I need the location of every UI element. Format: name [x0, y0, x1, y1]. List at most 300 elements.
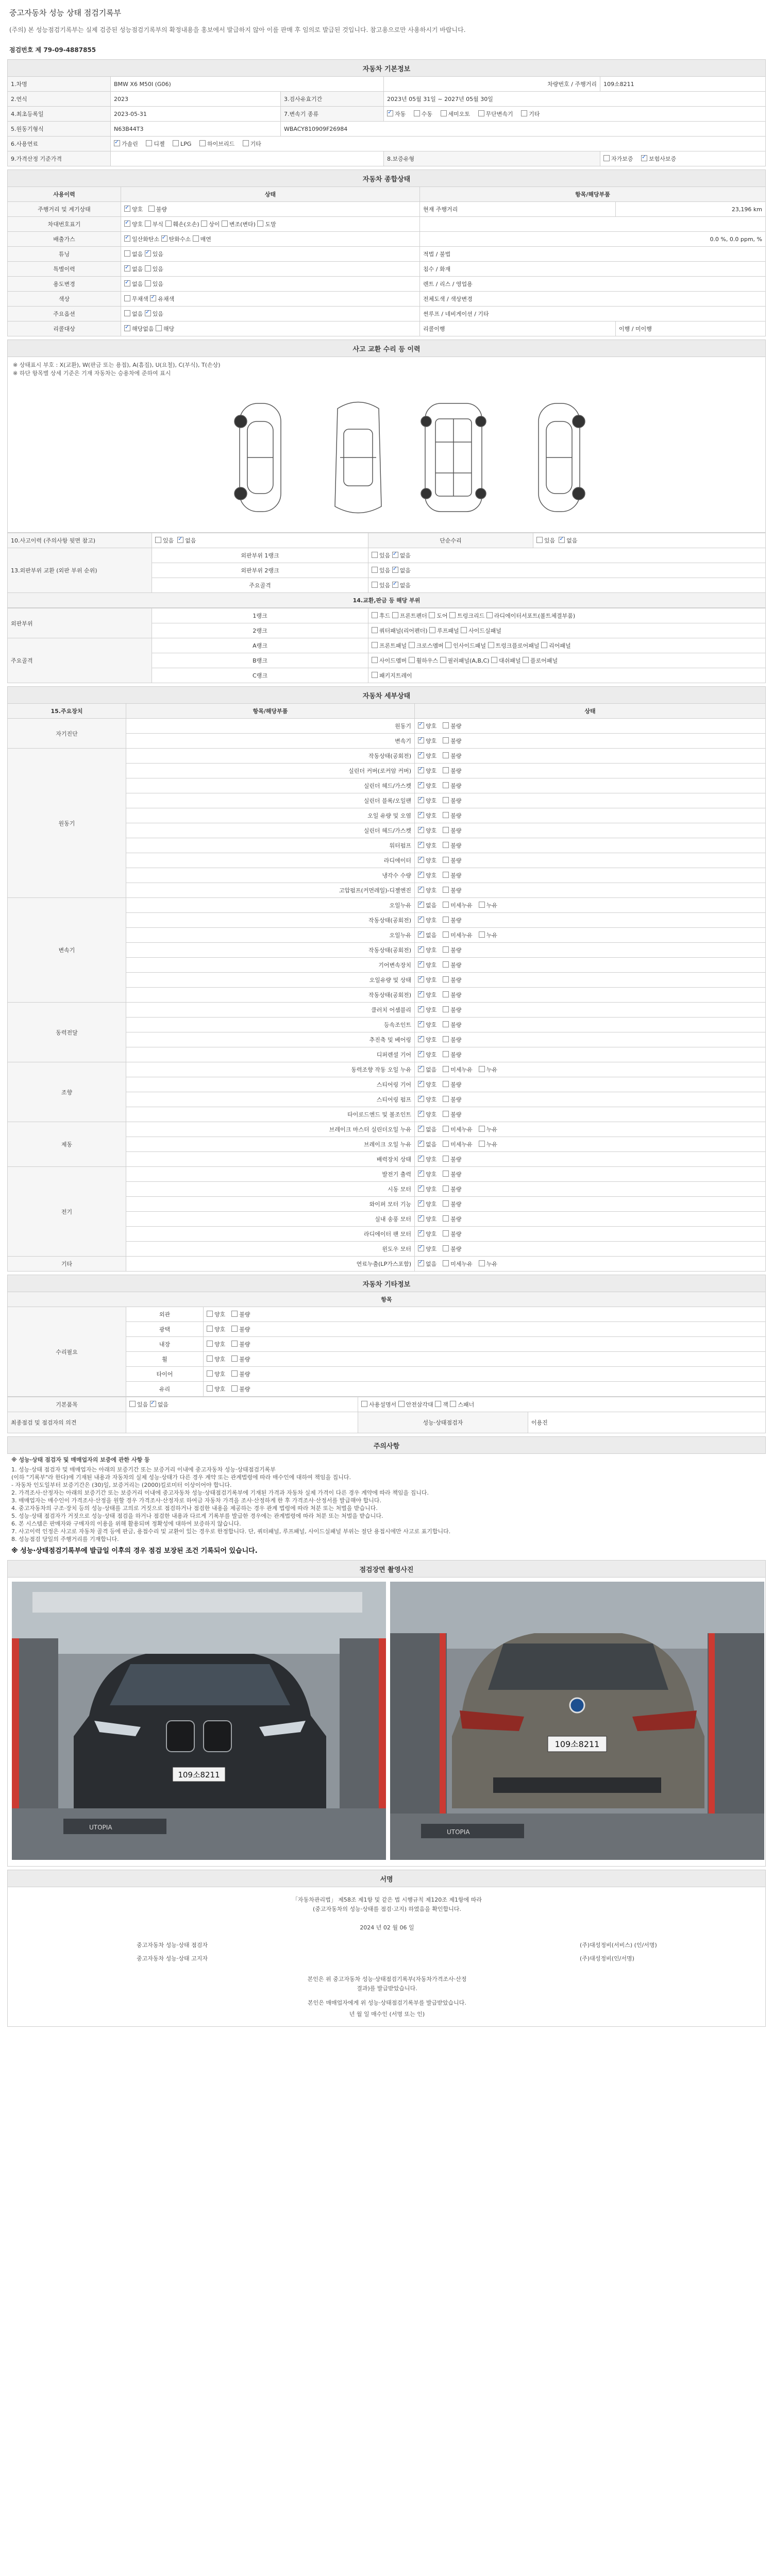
- checkbox-icon: [231, 1385, 238, 1392]
- detail-cell: 현재 주행거리: [420, 202, 616, 217]
- option-label: 양호: [426, 1156, 437, 1163]
- checkbox-icon: [372, 672, 378, 678]
- checkbox-icon: [479, 1141, 485, 1147]
- detail-item-label: 워터펌프: [126, 838, 415, 853]
- option-label: 보험사보증: [649, 156, 677, 162]
- parts-rank: B랭크: [152, 653, 368, 668]
- detail-item-state: [415, 913, 766, 928]
- checkbox-icon: [443, 961, 449, 968]
- checkbox-icon: [124, 280, 130, 286]
- car-name-label: 1.차명: [8, 77, 111, 92]
- checkbox-icon: [443, 1081, 449, 1087]
- price-label: 9.가격산정 기준가격: [8, 151, 111, 166]
- option-label: 해당없음: [132, 326, 154, 332]
- part-label: 트렁크리드: [457, 613, 485, 619]
- detail-item-state: [415, 734, 766, 749]
- detail-cell: [420, 217, 766, 232]
- option-label: 가솔린: [122, 141, 138, 147]
- detail-item-label: 작동상태(공회전): [126, 749, 415, 764]
- part-label: 쿼터패널(리어펜더): [379, 628, 428, 634]
- detail-item-label: 라디에이터 팬 모터: [126, 1227, 415, 1242]
- checkbox-icon: [173, 140, 179, 146]
- detail-item-label: 오일유량 및 상태: [126, 973, 415, 988]
- checkbox-icon: [207, 1311, 213, 1317]
- recall-value: 이행 / 미이행: [616, 321, 766, 336]
- lift-sign: UTOPIA: [89, 1824, 112, 1831]
- car-body-diagram: [224, 393, 595, 522]
- checkbox-icon: [199, 140, 206, 146]
- other-item-state: [204, 1382, 766, 1397]
- checkbox-icon: [443, 902, 449, 908]
- checkbox-icon: [443, 722, 449, 728]
- checkbox-icon: [443, 782, 449, 788]
- option-label: 불량: [450, 768, 462, 774]
- accident-detail-table: [7, 533, 766, 608]
- checkbox-icon: [231, 1311, 238, 1317]
- detail-item-label: 실린더 커버(로커암 커버): [126, 764, 415, 778]
- license-plate: 109소8211: [554, 1739, 600, 1749]
- state-cell: [121, 321, 420, 336]
- option-label: 무채색: [132, 296, 148, 302]
- checkbox-icon: [445, 642, 451, 648]
- transmission-options: [384, 107, 766, 122]
- checkbox-icon: [161, 235, 167, 242]
- option-label: 없음: [426, 1261, 437, 1267]
- option-label: 양호: [214, 1311, 226, 1318]
- checkbox-icon: [418, 812, 424, 818]
- overall-status-header: 자동차 종합상태: [8, 170, 766, 187]
- option-label: 무단변속기: [485, 111, 513, 117]
- detail-item-label: 윈도우 모터: [126, 1242, 415, 1257]
- checkbox-icon: [124, 221, 130, 227]
- inspection-number-value: 79-09-4887855: [43, 46, 96, 54]
- option-label: 미세누유: [450, 1141, 473, 1148]
- option-label: 양호: [426, 1186, 437, 1193]
- checkbox-icon: [486, 612, 493, 618]
- parts-rank: 2랭크: [152, 623, 368, 638]
- checkbox-icon: [148, 206, 155, 212]
- state-cell: [121, 277, 420, 292]
- option-label: 누유: [486, 902, 498, 909]
- option-label: 양호: [426, 977, 437, 984]
- detail-item-state: [415, 1182, 766, 1197]
- detail-item-state: [415, 1003, 766, 1018]
- option-label: 훼손(오손): [173, 221, 199, 228]
- transmission-label: 7.변속기 종류: [281, 107, 384, 122]
- option-label: 양호: [426, 1246, 437, 1252]
- checkbox-icon: [479, 1260, 485, 1266]
- receipt-line: 본인은 위 중고자동차 성능·상태점검기록부(자동차가격조사·산정: [307, 1976, 467, 1982]
- option-label: 없음: [185, 537, 196, 544]
- signature-date: 2024 년 02 월 06 일: [360, 1924, 414, 1931]
- option-label: 안전삼각대: [406, 1401, 433, 1408]
- other-info-table: [7, 1275, 766, 1397]
- accident-label: 10.사고이력 (주의사항 뒷면 참고): [8, 533, 152, 548]
- checkbox-icon: [156, 325, 162, 331]
- checkbox-icon: [222, 221, 228, 227]
- option-label: LPG: [180, 141, 192, 147]
- inspector-sign-value: (주)대성정비(서비스) (인/서명): [580, 1942, 657, 1948]
- row-label: 용도변경: [8, 277, 121, 292]
- option-label: 미세누유: [450, 1126, 473, 1133]
- detail-item-state: [415, 1047, 766, 1062]
- checkbox-icon: [418, 842, 424, 848]
- option-label: 양호: [426, 947, 437, 954]
- year-label: 2.연식: [8, 92, 111, 107]
- option-label: 누유: [486, 1141, 498, 1148]
- option-label: 불량: [450, 1171, 462, 1178]
- checkbox-icon: [479, 902, 485, 908]
- notice-line: 5. 성능·상태 점검자가 거짓으로 성능·상태 점검을 하거나 점검한 내용과 다르게 기록부를 발급한 경우에는 관계법령에 따라 처분 또는 처벌을 받습니다.: [11, 1513, 383, 1519]
- parts-list: [368, 653, 766, 668]
- checkbox-icon: [418, 1036, 424, 1042]
- other-item-state: [204, 1337, 766, 1352]
- inspection-number-label: 점검번호 제: [9, 46, 44, 54]
- detail-item-state: [415, 1242, 766, 1257]
- checkbox-icon: [443, 737, 449, 743]
- state-cell: [121, 307, 420, 321]
- checkbox-icon: [418, 917, 424, 923]
- frame-rank-state: [368, 548, 766, 563]
- option-label: 있음: [137, 1401, 148, 1408]
- option-label: 불량: [450, 798, 462, 804]
- option-label: 양호: [426, 1201, 437, 1208]
- checkbox-icon: [443, 1021, 449, 1027]
- checkbox-icon: [443, 887, 449, 893]
- detail-item-state: [415, 988, 766, 1003]
- other-item-state: [204, 1307, 766, 1322]
- part-label: 프론트패널: [379, 642, 407, 649]
- option-label: 매연: [200, 236, 211, 243]
- detail-item-label: 타이로드엔드 및 볼조인트: [126, 1107, 415, 1122]
- state-cell: [121, 232, 420, 247]
- other-col-item: 항목: [8, 1292, 766, 1307]
- row-label: 차대번호표기: [8, 217, 121, 232]
- checkbox-icon: [398, 1401, 405, 1407]
- checkbox-icon: [440, 657, 446, 663]
- simple-repair-options: [533, 533, 766, 548]
- checkbox-icon: [231, 1370, 238, 1377]
- detail-group-label: 자기진단: [8, 719, 126, 749]
- price-value: [111, 151, 384, 166]
- detail-item-state: [415, 943, 766, 958]
- part-label: 인사이드패널: [453, 642, 486, 649]
- detail-item-state: [415, 853, 766, 868]
- diagram-legend: [13, 361, 221, 378]
- detail-item-label: 시동 모터: [126, 1182, 415, 1197]
- option-label: 양호: [426, 753, 437, 759]
- option-label: 없음: [132, 311, 143, 317]
- checkbox-icon: [443, 917, 449, 923]
- checkbox-icon: [418, 1111, 424, 1117]
- checkbox-icon: [145, 221, 151, 227]
- col-item: 항목/해당부품: [126, 704, 415, 719]
- option-label: 누유: [486, 1261, 498, 1267]
- checkbox-icon: [372, 642, 378, 648]
- option-label: 불량: [450, 887, 462, 894]
- checkbox-icon: [418, 1141, 424, 1147]
- part-label: 대쉬패널: [499, 657, 521, 664]
- option-label: 없음: [157, 1401, 169, 1408]
- detail-item-state: [415, 1152, 766, 1167]
- checkbox-icon: [443, 827, 449, 833]
- option-label: 있음: [544, 537, 556, 544]
- option-label: 양호: [426, 738, 437, 744]
- option-label: 양호: [426, 1022, 437, 1028]
- detail-item-state: [415, 958, 766, 973]
- option-label: 상이: [209, 221, 220, 228]
- option-label: 있음: [152, 266, 164, 273]
- detail-item-label: 발전기 출력: [126, 1167, 415, 1182]
- checkbox-icon: [145, 265, 151, 272]
- detail-item-state: [415, 823, 766, 838]
- option-label: 있음: [379, 567, 391, 574]
- option-label: 누유: [486, 1126, 498, 1133]
- checkbox-icon: [443, 1171, 449, 1177]
- notice-line: 3. 매매업자는 매수인이 가격조사·산정을 원할 경우 가격조사·산정자로 하여금 자동차 가격을 조사·산정하게 한 후 가격조사·산정서를 발급해야 합니다.: [11, 1497, 381, 1504]
- option-label: 불량: [450, 1022, 462, 1028]
- detail-item-label: 고압펌프(커먼레일)-디젤엔진: [126, 883, 415, 898]
- option-label: 있음: [163, 537, 174, 544]
- checkbox-icon: [418, 872, 424, 878]
- row-label: 주요옵션: [8, 307, 121, 321]
- legend-line: ※ 하단 항목별 상세 기준은 기재 자동차는 승용차에 준하여 표시: [13, 370, 171, 377]
- checkbox-icon: [129, 1401, 136, 1407]
- checkbox-icon: [523, 657, 529, 663]
- checkbox-icon: [418, 857, 424, 863]
- option-label: 없음: [566, 537, 578, 544]
- part-label: 휠하우스: [416, 657, 439, 664]
- detail-group-label: 기타: [8, 1257, 126, 1272]
- inspection-validity-value: 2023년 05월 31일 ~ 2027년 05월 30일: [384, 92, 766, 107]
- inspector-opinion-value: [126, 1412, 358, 1433]
- checkbox-icon: [441, 110, 447, 116]
- checkbox-icon: [150, 1401, 156, 1407]
- detail-item-state: [415, 808, 766, 823]
- row-label: 튜닝: [8, 247, 121, 262]
- car-top-view-icon: [335, 402, 381, 513]
- option-label: 없음: [426, 1066, 437, 1073]
- option-label: 있음: [152, 281, 164, 287]
- option-label: 누유: [486, 932, 498, 939]
- checkbox-icon: [443, 1200, 449, 1207]
- checkbox-icon: [521, 110, 527, 116]
- receipt-line: 년 월 일 매수인 (서명 또는 인): [349, 2011, 425, 2018]
- part-label: 사이드실패널: [468, 628, 501, 634]
- option-label: 불량: [450, 1231, 462, 1238]
- detail-item-label: 연료누출(LP가스포함): [126, 1257, 415, 1272]
- option-label: 양호: [426, 962, 437, 969]
- state-cell: [121, 292, 420, 307]
- detail-cell: 썬루프 / 네비게이션 / 기타: [420, 307, 766, 321]
- checkbox-icon: [193, 235, 199, 242]
- emission-values: 0.0 %, 0.0 ppm, %: [420, 232, 766, 247]
- option-label: 양호: [214, 1341, 226, 1348]
- frame-label: 13.외판부위 교환 (외판 부위 순위): [8, 548, 152, 593]
- checkbox-icon: [443, 872, 449, 878]
- checkbox-icon: [418, 1096, 424, 1102]
- plate-mileage-label: 차량번호 / 주행거리: [384, 77, 600, 92]
- detail-item-state: [415, 1212, 766, 1227]
- fuel-options: [111, 137, 766, 151]
- checkbox-icon: [443, 1006, 449, 1012]
- notice-line: 2. 가격조사·산정자는 아래의 보증기간 또는 보증거리 이내에 중고자동차 성능·상태점검기록부에 기재된 가격과 자동차 실제 가격이 다른 경우 계약에 따라 책임을 집니다.: [11, 1489, 429, 1496]
- parts-list: [368, 668, 766, 683]
- checkbox-icon: [491, 657, 497, 663]
- parts-list: [368, 638, 766, 653]
- parts-list: [368, 608, 766, 623]
- checkbox-icon: [418, 1185, 424, 1192]
- checkbox-icon: [207, 1385, 213, 1392]
- detail-item-label: 오일 유량 및 오염: [126, 808, 415, 823]
- part-label: 트렁크플로어패널: [495, 642, 540, 649]
- option-label: 자동: [395, 111, 406, 117]
- detail-group-label: 원동기: [8, 749, 126, 898]
- signature-line: 「자동차관리법」 제58조 제1항 및 같은 법 시행규칙 제120조 제1항에 따라: [292, 1896, 482, 1903]
- option-label: 불량: [450, 738, 462, 744]
- detail-item-state: [415, 1122, 766, 1137]
- first-registration-label: 4.최초등록일: [8, 107, 111, 122]
- first-registration-value: 2023-05-31: [111, 107, 281, 122]
- detail-cell: 적법 / 불법: [420, 247, 766, 262]
- mileage-value: 23,196 km: [616, 202, 766, 217]
- option-label: 불량: [450, 1037, 462, 1043]
- detail-item-state: [415, 838, 766, 853]
- option-label: 양호: [426, 842, 437, 849]
- notices-body: [7, 1454, 766, 1557]
- option-label: 양호: [426, 917, 437, 924]
- detail-item-state: [415, 764, 766, 778]
- notice-line: 6. 본 시스템은 판매자와 구매자의 이용을 위해 활용되며 정확성에 대하여 보증하지 않습니다.: [11, 1520, 241, 1527]
- detail-item-label: 오일누유: [126, 928, 415, 943]
- option-label: 불량: [450, 1007, 462, 1013]
- option-label: 양호: [426, 827, 437, 834]
- option-label: 양호: [426, 887, 437, 894]
- detail-item-state: [415, 1107, 766, 1122]
- car-name-value: BMW X6 M50I (G06): [111, 77, 384, 92]
- detail-item-label: 기어변속장치: [126, 958, 415, 973]
- detail-group-label: 조향: [8, 1062, 126, 1122]
- checkbox-icon: [443, 1111, 449, 1117]
- checkbox-icon: [418, 976, 424, 982]
- checkbox-icon: [418, 752, 424, 758]
- checkbox-icon: [409, 642, 415, 648]
- option-label: 불량: [239, 1356, 250, 1363]
- engine-type-value: N63B44T3: [111, 122, 281, 137]
- option-label: 양호: [426, 1096, 437, 1103]
- checkbox-icon: [392, 567, 398, 573]
- accident-history-header: 사고 교환 수리 등 이력: [8, 340, 766, 357]
- receipt-line: 본인은 매매업자에게 위 성능·상태점검기록부를 발급받았습니다.: [308, 1999, 466, 2006]
- option-label: 양호: [426, 1007, 437, 1013]
- notice-line: 4. 중고자동차의 구조·장치 등의 성능·상태를 고의로 거짓으로 점검하거나 점검한 내용을 제공하는 경우 관계 법령에 따라 처분 또는 처벌을 받습니다.: [11, 1505, 378, 1512]
- option-label: 양호: [426, 1231, 437, 1238]
- part-label: 프론트펜더: [399, 613, 427, 619]
- checkbox-icon: [536, 537, 543, 543]
- checkbox-icon: [479, 1066, 485, 1072]
- inspector-value: 이용진: [528, 1412, 766, 1433]
- detail-item-state: [415, 1062, 766, 1077]
- checkbox-icon: [443, 1036, 449, 1042]
- checkbox-icon: [150, 295, 156, 301]
- checkbox-icon: [418, 1156, 424, 1162]
- checkbox-icon: [372, 627, 378, 633]
- checkbox-icon: [443, 946, 449, 953]
- checkbox-icon: [409, 657, 415, 663]
- option-label: 불량: [450, 1246, 462, 1252]
- detail-item-label: 원동기: [126, 719, 415, 734]
- tools-items: [358, 1397, 766, 1412]
- parts-rank: A랭크: [152, 638, 368, 653]
- option-label: 불량: [239, 1386, 250, 1393]
- checkbox-icon: [201, 221, 207, 227]
- col-state: 상태: [121, 187, 420, 202]
- option-label: 있음: [379, 552, 391, 559]
- checkbox-icon: [443, 842, 449, 848]
- option-label: 하이브리드: [207, 141, 235, 147]
- checkbox-icon: [443, 752, 449, 758]
- detail-item-state: [415, 778, 766, 793]
- row-label: 배출가스: [8, 232, 121, 247]
- tools-label: 기본품목: [8, 1397, 126, 1412]
- option-label: 미세누유: [450, 1261, 473, 1267]
- checkbox-icon: [418, 797, 424, 803]
- checkbox-icon: [443, 1215, 449, 1222]
- photos-area: [7, 1578, 766, 1867]
- detail-item-label: 작동상태(공회전): [126, 943, 415, 958]
- option-label: 불량: [450, 917, 462, 924]
- other-item-label: 광택: [126, 1322, 204, 1337]
- checkbox-icon: [145, 310, 151, 316]
- car-diagram-area: [7, 357, 766, 533]
- checkbox-icon: [392, 552, 398, 558]
- option-label: 잭: [443, 1401, 448, 1408]
- parts-rank: 1랭크: [152, 608, 368, 623]
- parts-group: 주요골격: [8, 638, 152, 683]
- checkbox-icon: [443, 1245, 449, 1251]
- option-label: 불량: [239, 1311, 250, 1318]
- option-label: 없음: [132, 251, 143, 258]
- parts-group: 외판부위: [8, 608, 152, 638]
- checkbox-icon: [418, 1066, 424, 1072]
- detail-item-label: 클러치 어셈블리: [126, 1003, 415, 1018]
- part-label: 필러패널(A,B,C): [447, 657, 490, 664]
- option-label: 불량: [450, 842, 462, 849]
- checkbox-icon: [372, 552, 378, 558]
- checkbox-icon: [450, 1401, 456, 1407]
- plate-value: 109소8211: [600, 77, 766, 92]
- option-label: 스패너: [458, 1401, 475, 1408]
- checkbox-icon: [449, 612, 456, 618]
- tools-state: [126, 1397, 358, 1412]
- checkbox-icon: [418, 946, 424, 953]
- col-usage: 사용이력: [8, 187, 121, 202]
- option-label: 있음: [379, 582, 391, 589]
- notice-line: - 자동차 인도일부터 보증기간은 (30)일, 보증거리는 (2000)킬로미터 이상이어야 합니다.: [11, 1482, 232, 1488]
- checkbox-icon: [418, 902, 424, 908]
- option-label: 불량: [450, 992, 462, 998]
- signature-area: [7, 1887, 766, 2027]
- front-photo: [12, 1582, 386, 1860]
- rear-car-photo-image: [390, 1582, 764, 1860]
- other-item-label: 유리: [126, 1382, 204, 1397]
- col-main-device: 15.주요장치: [8, 704, 126, 719]
- checkbox-icon: [443, 1185, 449, 1192]
- detail-group-label: 제동: [8, 1122, 126, 1167]
- notices-footer: ※ 성능·상태점검기록부에 발급일 이후의 경우 점검 보장된 조건 기록되어 있습니다.: [11, 1547, 258, 1555]
- detail-item-state: [415, 928, 766, 943]
- checkbox-icon: [177, 537, 183, 543]
